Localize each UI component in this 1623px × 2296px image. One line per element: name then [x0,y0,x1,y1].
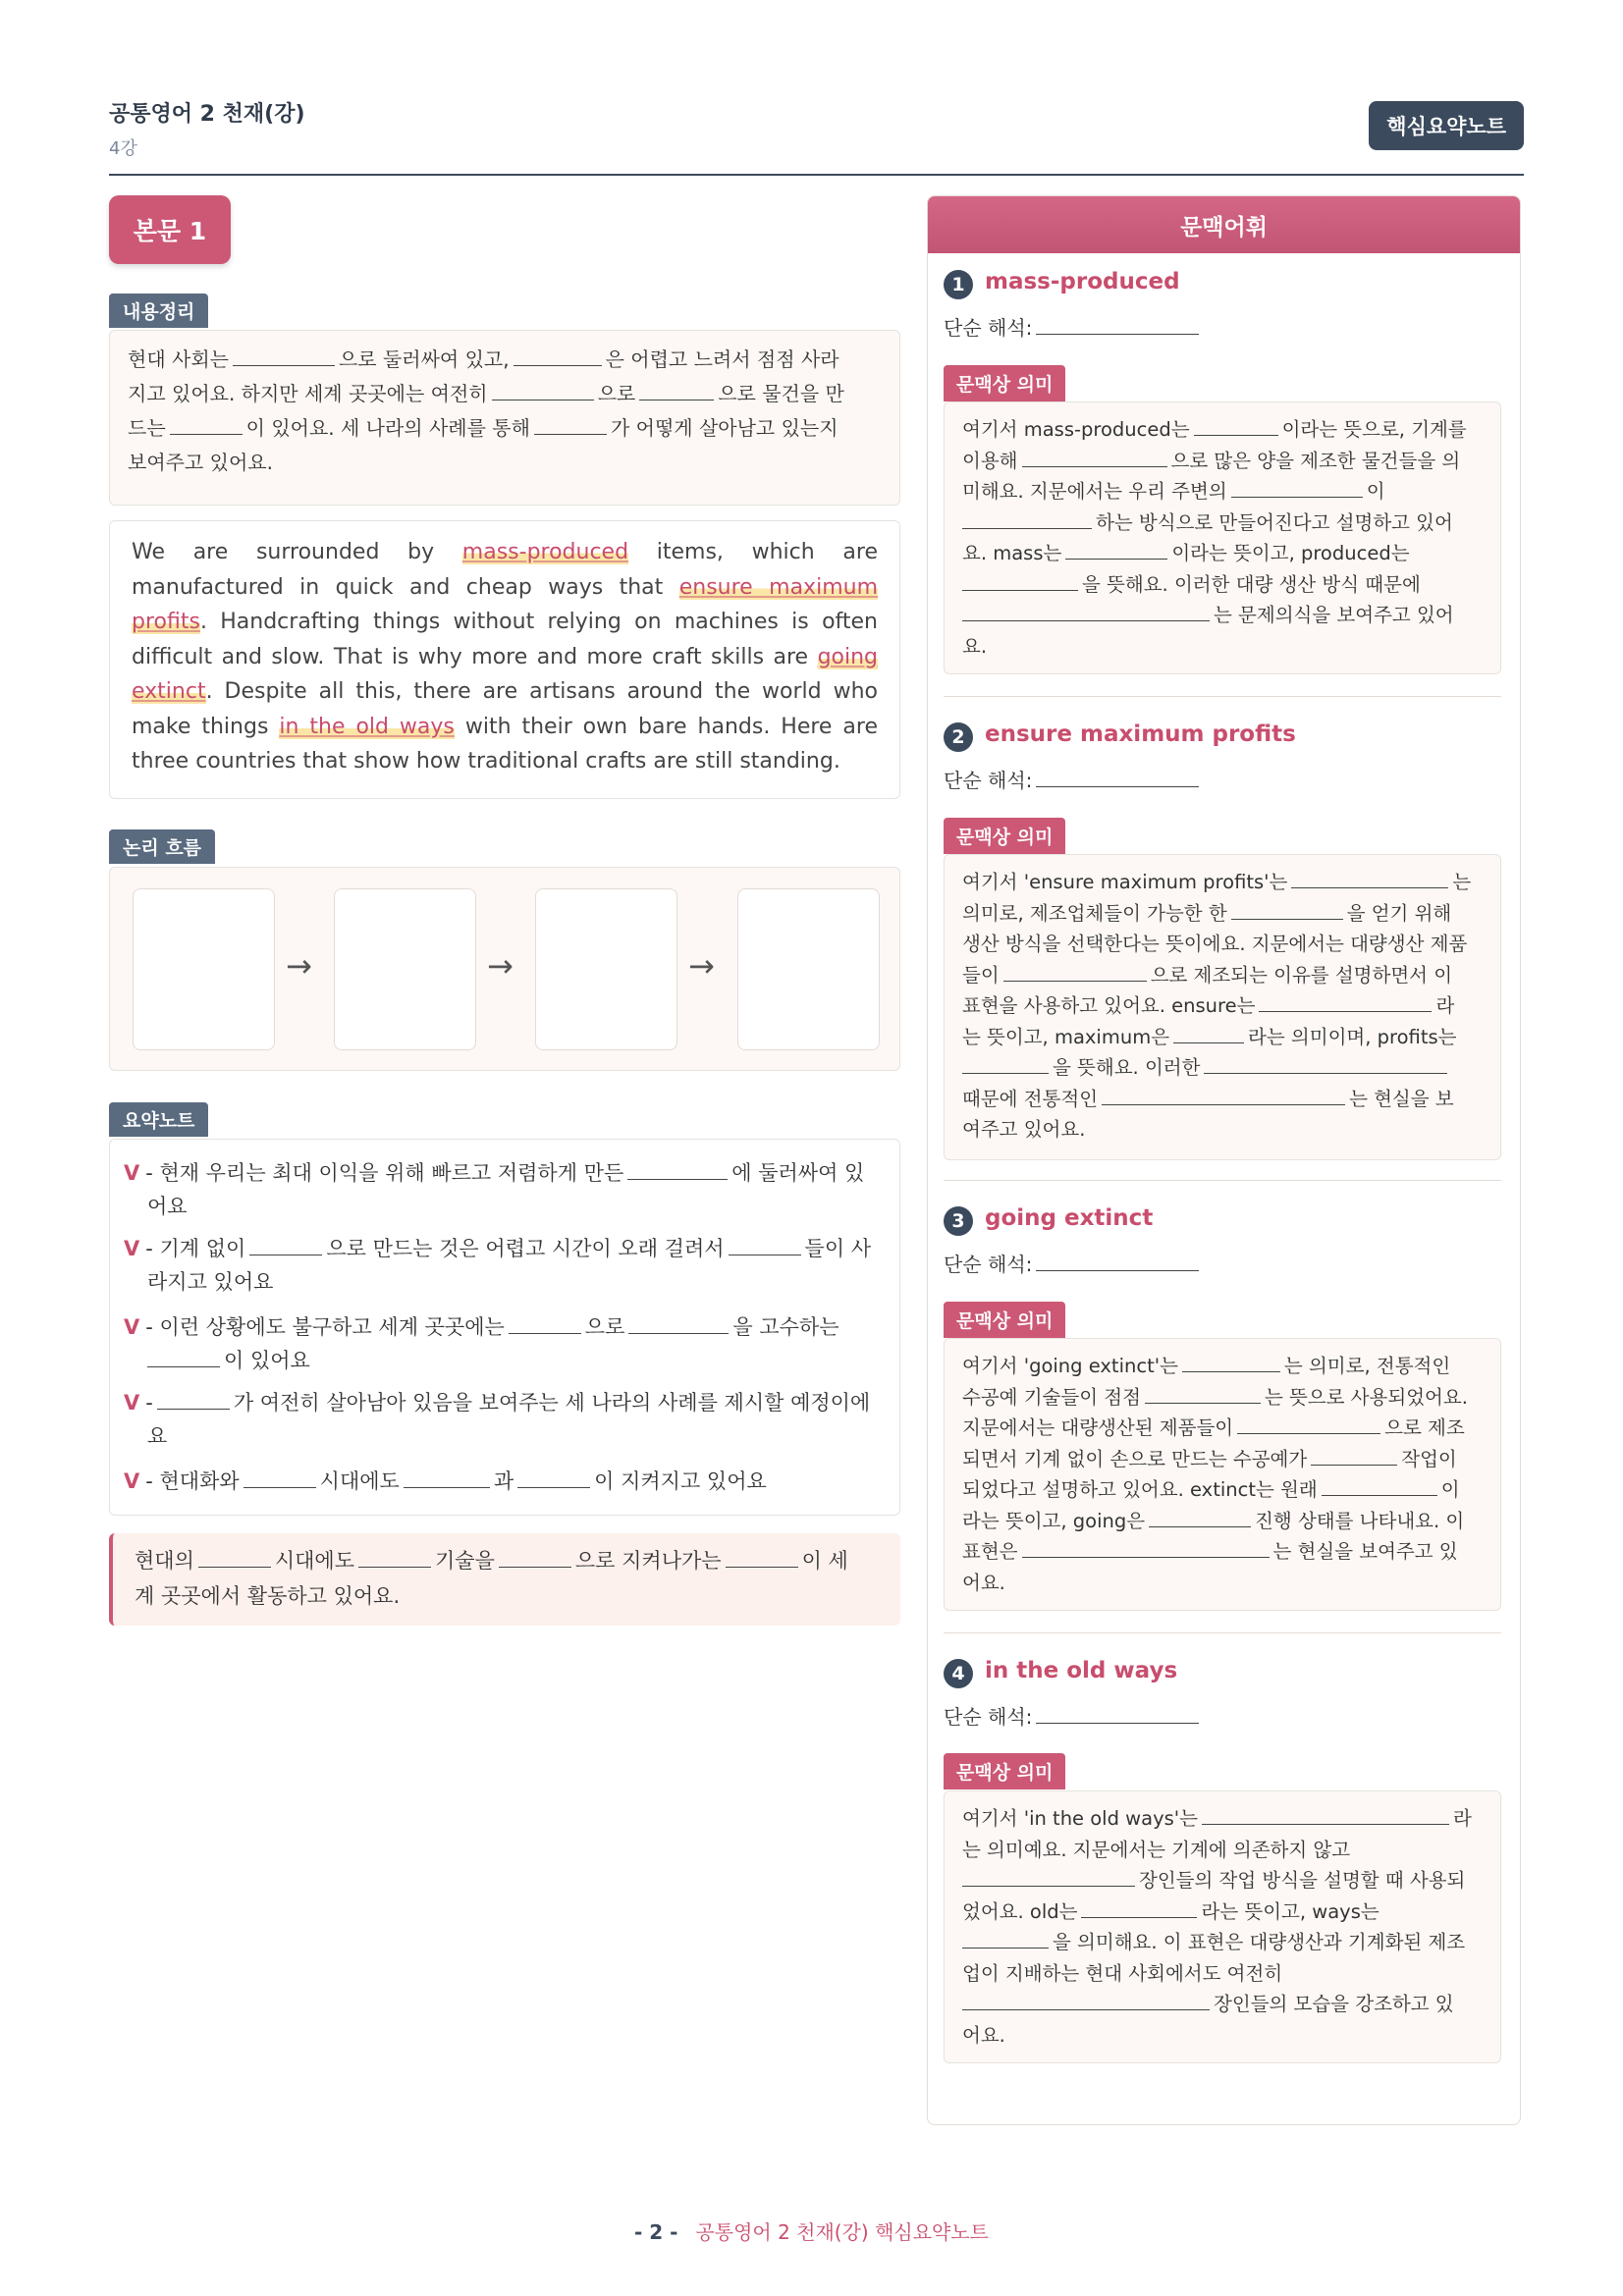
blank[interactable] [1322,1474,1437,1496]
blank[interactable] [1036,313,1199,335]
footer-text: 공통영어 2 천재(강) 핵심요약노트 [695,2220,989,2244]
blank[interactable] [517,1467,590,1488]
blank[interactable] [1291,867,1448,888]
item-number-badge: 3 [944,1206,973,1236]
divider [944,1632,1501,1633]
blank[interactable] [1194,414,1278,436]
content-summary-box [109,330,900,506]
highlight-term: in the old ways [279,714,455,739]
page-number: - 2 - [633,2220,678,2244]
passage-text: We are surrounded by mass-produced items, which are manufactured in quick and cheap ways that ensure maximum profits. Handcrafting things without relying on machines is often difficult and slow. That is why more and more craft skills are going extinct. Despite all this, there are artisans around the world who make things in the old ways with their own bare hands. Here are three countries that show how traditional crafts are still standing. [132,540,879,774]
check-mark-icon: V [124,1161,140,1185]
blank[interactable] [726,1546,798,1568]
context-meaning-box: 여기서 mass-produced는 이라는 뜻으로, 기계를 이용해 으로 많은 양을 제조한 물건들을 의 미해요. 지문에서는 우리 주변의 이 하는 방식으로 만들어진다고 설명하고 있어 요. mass는 이라는 뜻이고, produced는 을 뜻해요. 이러한 대량 생산 방식 때문에 는 문제의식을 보여주고 있어 요. [944,401,1501,674]
context-meaning-box: 여기서 'ensure maximum profits'는 는 의미로, 제조업체들이 가능한 한 을 얻기 위해 생산 방식을 선택한다는 뜻이에요. 지문에서는 대량생산 제품 들이 으로 제조되는 이유를 설명하면서 이 표현을 사용하고 있어요. ensure는 라 는 뜻이고, maximum은 라는 의미이며, profits는 을 뜻해요. 이러한 때문에 전통적인 는 현실을 보 여주고 있어요. [944,854,1501,1160]
section-badge: 본문 1 [109,195,231,264]
blank[interactable] [1311,1444,1397,1466]
item-number-badge: 4 [944,1659,973,1688]
blank[interactable] [147,1346,220,1367]
blank[interactable] [404,1467,490,1488]
blank[interactable] [962,600,1210,621]
context-meaning-tag: 문맥상 의미 [944,818,1065,854]
blank[interactable] [499,1546,571,1568]
summary-item: V - 기계 없이 으로 만드는 것은 어렵고 시간이 오래 걸려서 들이 사 라지고 있어요 [124,1232,890,1299]
check-mark-icon: V [124,1469,140,1493]
blank[interactable] [1259,990,1432,1012]
vocab-term: going extinct [985,1205,1154,1231]
blank[interactable] [1237,1413,1380,1434]
blank[interactable] [233,345,335,366]
divider [944,1180,1501,1181]
blank[interactable] [962,1989,1210,2010]
blank[interactable] [962,1927,1049,1949]
blank[interactable] [962,1865,1135,1887]
vocab-panel-title: 문맥어휘 [928,196,1520,253]
blank[interactable] [157,1388,230,1410]
highlight-term: going extinct [132,644,879,704]
blank[interactable] [1231,476,1363,498]
context-meaning-box: 여기서 'going extinct'는 는 의미로, 전통적인 수공예 기술들이 점점 는 뜻으로 사용되었어요. 지문에서는 대량생산된 제품들이 으로 제조 되면서 기계 없이 손으로 만드는 수공예가 작업이 되었다고 설명하고 있어요. extinct는 원래 이 라는 뜻이고, going은 진행 상태를 나타내요. 이 표현은 는 현실을 보여주고 있 어요. [944,1338,1501,1611]
blank[interactable] [170,413,243,435]
blank[interactable] [1036,766,1199,787]
blank[interactable] [1231,898,1343,920]
lesson-number: 4강 [109,138,137,159]
item-number-badge: 2 [944,722,973,752]
vocab-term: ensure maximum profits [985,721,1296,747]
page-footer [0,2216,1623,2245]
header-badge: 핵심요약노트 [1369,101,1524,150]
blank[interactable] [243,1467,316,1488]
blank[interactable] [1081,1896,1197,1918]
item-number-badge: 1 [944,270,973,299]
blank[interactable] [962,1052,1049,1074]
highlight-term: mass-produced [461,540,629,564]
blank[interactable] [249,1234,322,1255]
logic-flow-tag: 논리 흐름 [109,829,215,864]
blank[interactable] [1173,1022,1244,1043]
blank[interactable] [1036,1702,1199,1724]
summary-item: V - 이런 상황에도 불구하고 세계 곳곳에는 으로 을 고수하는 이 있어요 [124,1310,890,1377]
blank[interactable] [729,1234,801,1255]
arrow-right-icon: → [688,947,715,985]
summary-item: V - 가 여전히 살아남아 있음을 보여주는 세 나라의 사례를 제시할 예정이에 요 [124,1386,890,1453]
summary-item: V - 현대화와 시대에도 과 이 지켜지고 있어요 [124,1465,890,1498]
blank[interactable] [514,345,602,366]
blank[interactable] [628,1312,729,1334]
document-title: 공통영어 2 천재(강) [109,102,305,127]
blank[interactable] [1065,538,1167,560]
blank[interactable] [492,379,594,400]
context-meaning-tag: 문맥상 의미 [944,1753,1065,1789]
arrow-right-icon: → [487,947,514,985]
check-mark-icon: V [124,1237,140,1260]
flow-step-box[interactable] [133,888,275,1050]
blank[interactable] [639,379,714,400]
vocab-term: mass-produced [985,269,1180,294]
blank[interactable] [1204,1052,1447,1074]
highlight-term: ensure maximum profits [132,574,878,634]
final-summary-box: 현대의 시대에도 기술을 으로 지켜나가는 이 세 계 곳곳에서 활동하고 있어요. [109,1533,900,1626]
blank[interactable] [1036,1250,1199,1271]
content-summary-text: 현대 사회는 으로 둘러싸여 있고, 은 어렵고 느려서 점점 사라 지고 있어요. 하지만 세계 곳곳에는 여전히 으로 으로 물건을 만 드는 이 있어요. 세 나라의 사례를 통해 가 어떻게 살아남고 있는지 보여주고 있어요. [128,343,882,480]
summary-item: V - 현재 우리는 최대 이익을 위해 빠르고 저렴하게 만든 에 둘러싸여 있 어요 [124,1156,890,1223]
blank[interactable] [1003,960,1147,982]
context-meaning-tag: 문맥상 의미 [944,365,1065,401]
passage-box [109,520,900,799]
flow-step-box[interactable] [535,888,677,1050]
blank[interactable] [1182,1351,1280,1372]
check-mark-icon: V [124,1315,140,1339]
content-summary-tag: 내용정리 [109,294,208,328]
blank[interactable] [198,1546,271,1568]
blank[interactable] [1022,1536,1270,1558]
blank[interactable] [358,1546,431,1568]
context-meaning-box: 여기서 'in the old ways'는 라 는 의미예요. 지문에서는 기계에 의존하지 않고 장인들의 작업 방식을 설명할 때 사용되 었어요. old는 라는 뜻이고, ways는 을 의미해요. 이 표현은 대량생산과 기계화된 제조 업이 지배하는 현대 사회에서도 여전히 장인들의 모습을 강조하고 있 어요. [944,1790,1501,2063]
blank[interactable] [1022,446,1167,467]
blank[interactable] [962,569,1078,591]
blank[interactable] [1145,1382,1261,1404]
flow-step-box[interactable] [334,888,476,1050]
blank[interactable] [534,413,607,435]
simple-translation-row: 단순 해석: [944,1249,1203,1277]
simple-translation-row: 단순 해석: [944,1701,1203,1730]
vocab-term: in the old ways [985,1658,1178,1683]
divider [944,696,1501,697]
summary-notes-tag: 요약노트 [109,1102,208,1137]
check-mark-icon: V [124,1391,140,1415]
context-meaning-tag: 문맥상 의미 [944,1302,1065,1338]
blank[interactable] [627,1158,728,1180]
blank[interactable] [1102,1084,1345,1105]
page-header [109,93,1524,176]
blank[interactable] [509,1312,581,1334]
blank[interactable] [962,507,1092,529]
arrow-right-icon: → [286,947,312,985]
simple-translation-row: 단순 해석: [944,312,1203,341]
blank[interactable] [1202,1803,1449,1825]
simple-translation-row: 단순 해석: [944,765,1203,793]
flow-step-box[interactable] [737,888,880,1050]
blank[interactable] [1149,1506,1251,1527]
